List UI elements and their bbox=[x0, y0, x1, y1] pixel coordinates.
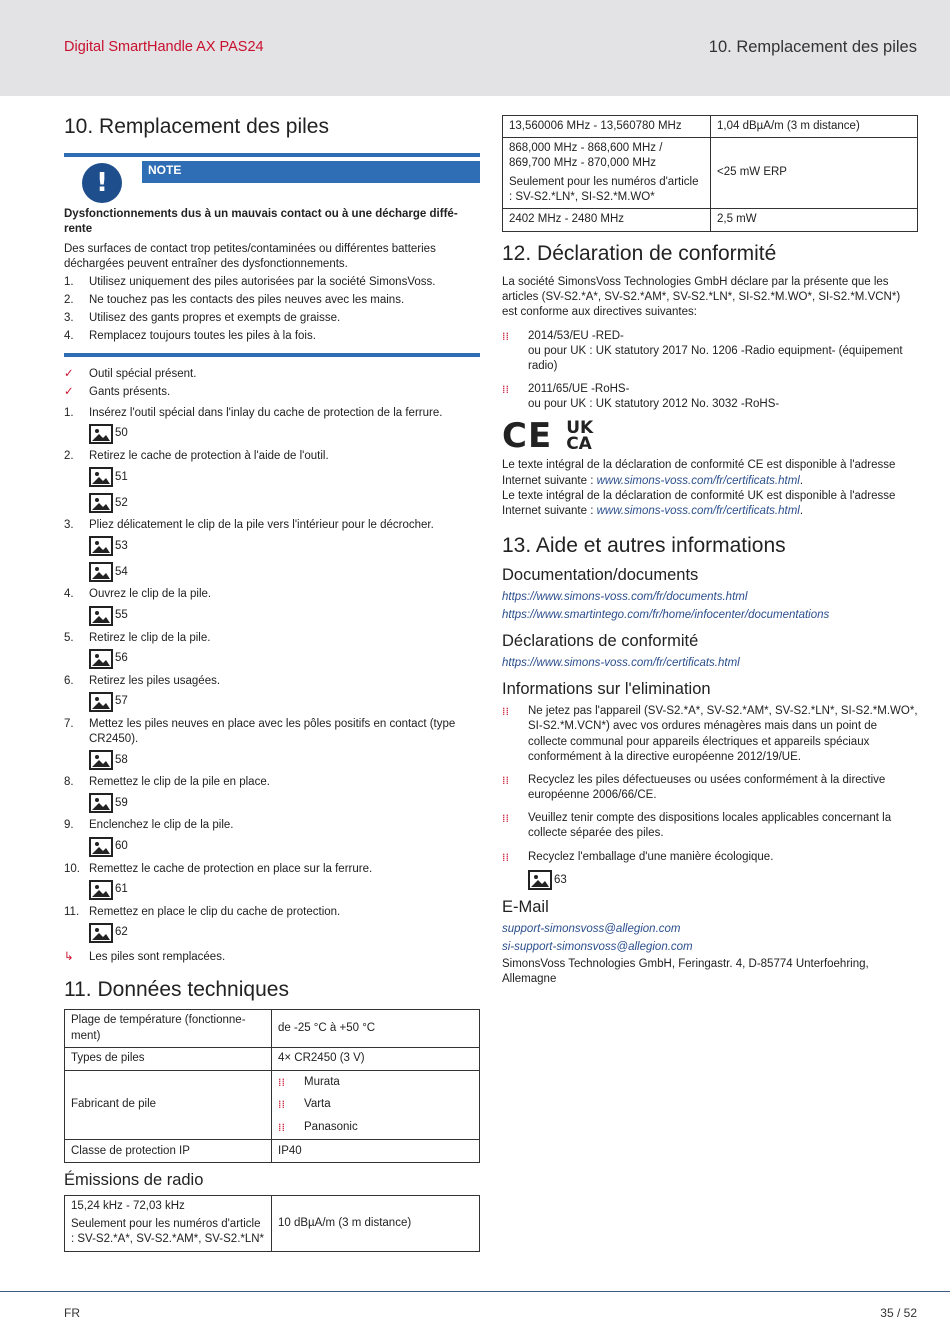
step-item: 6. Retirez les piles usagées. bbox=[64, 674, 221, 687]
step-item: 5. Retirez le clip de la pile. bbox=[64, 631, 211, 644]
table-row: 868,000 MHz - 868,600 MHz / 869,700 MHz - 870,000 MHz Seulement pour les numéros d'article : SV-S2.*LN*, SI-S2.*M.WO* <25 mW ERP bbox=[503, 138, 918, 209]
step-item: 7. Mettez les piles neuves en place avec les pôles positifs en contact (type CR2450). bbox=[64, 717, 456, 746]
si-support-email-link[interactable]: si-support-simonsvoss@allegion.com bbox=[502, 941, 693, 954]
image-icon bbox=[89, 837, 113, 857]
note-bottom-rule bbox=[64, 353, 480, 357]
ce-ukca-marks bbox=[502, 416, 918, 456]
prerequisites bbox=[64, 367, 480, 400]
list-item: ⁞⁞ 2011/65/UE -RoHS- ou pour UK : UK statutory 2012 No. 3032 -RoHS- bbox=[502, 383, 780, 411]
figure-ref: 62 bbox=[89, 923, 480, 943]
list-item: 3. Utilisez des gants propres et exempts de graisse. bbox=[64, 312, 341, 325]
check-icon: ✓ bbox=[64, 367, 74, 380]
list-item: ⁞⁞ 2014/53/EU -RED- ou pour UK : UK statutory 2017 No. 1206 -Radio equipment- (équipement radio) bbox=[502, 329, 903, 372]
table-row: Plage de température (fonctionnement) de -25 °C à +50 °C bbox=[65, 1010, 480, 1047]
note-title: Dysfonctionnements dus à un mauvais contact ou à une décharge différente bbox=[64, 208, 458, 236]
list-item: ⁞⁞ Ne jetez pas l'appareil (SV-S2.*A*, SV-S2.*AM*, SV-S2.*LN*, SI-S2.*M.WO*, SI-S2.*M.VCN*) avec vos ordures ménagères mais dans un point de collecte communal pour appareils électriques et appareils spéciaux conformément à la directive européenne 2012/19/UE. bbox=[502, 705, 918, 763]
figure-ref: 55 bbox=[89, 606, 480, 626]
result-item: ↳ Les piles sont remplacées. bbox=[64, 950, 480, 965]
figure-ref: 50 bbox=[89, 424, 480, 444]
check-item: ✓ Gants présents. bbox=[64, 385, 480, 400]
certificates-link[interactable]: https://www.simons-voss.com/fr/certificats.html bbox=[502, 657, 740, 670]
figure-ref: 53 bbox=[89, 536, 480, 556]
image-icon bbox=[89, 880, 113, 900]
image-icon bbox=[89, 750, 113, 770]
step-item: 1. Insérez l'outil spécial dans l'inlay du cache de protection de la ferrure. bbox=[64, 406, 443, 419]
page-header bbox=[0, 0, 950, 96]
note-box bbox=[64, 153, 480, 356]
documentations-link[interactable]: https://www.smartintego.com/fr/home/infocenter/documentations bbox=[502, 609, 830, 622]
image-icon bbox=[89, 536, 113, 556]
table-row: 13,560006 MHz - 13,560780 MHz 1,04 dBµA/m (3 m distance) bbox=[503, 116, 918, 138]
table-row: Types de piles 4× CR2450 (3 V) bbox=[65, 1047, 480, 1070]
list-item: ⁞⁞ Veuillez tenir compte des dispositions locales applicables concernant la collecte séparée des piles. bbox=[502, 812, 892, 840]
page-number: 35 / 52 bbox=[880, 1306, 917, 1320]
company-address: SimonsVoss Technologies GmbH, Feringastr. 4, D-85774 Unterfoehring, Allemagne bbox=[502, 958, 869, 986]
figure-ref: 61 bbox=[89, 880, 480, 900]
step-item: 10. Remettez le cache de protection en place sur la ferrure. bbox=[64, 862, 373, 875]
image-icon bbox=[89, 606, 113, 626]
figure-ref: 60 bbox=[89, 837, 480, 857]
list-item: 2. Ne touchez pas les contacts des piles neuves avec les mains. bbox=[64, 294, 405, 307]
image-icon bbox=[89, 793, 113, 813]
figure-ref: 59 bbox=[89, 793, 480, 813]
note-text: Des surfaces de contact trop petites/contaminées ou différentes batteries déchargées peuvent entraîner des dysfonctionnements. bbox=[64, 242, 436, 270]
image-icon bbox=[89, 692, 113, 712]
table-row: 2402 MHz - 2480 MHz 2,5 mW bbox=[503, 208, 918, 231]
list-item: 1. Utilisez uniquement des piles autorisées par la société SimonsVoss. bbox=[64, 275, 436, 288]
image-icon bbox=[89, 493, 113, 513]
image-icon bbox=[89, 424, 113, 444]
product-name: Digital SmartHandle AX PAS24 bbox=[64, 39, 264, 55]
declarations-title: Déclarations de conformité bbox=[502, 632, 699, 651]
list-item: 4. Remplacez toujours toutes les piles à la fois. bbox=[64, 330, 316, 343]
step-item: 8. Remettez le clip de la pile en place. bbox=[64, 776, 270, 789]
documentation-title: Documentation/documents bbox=[502, 566, 699, 585]
footer-lang: FR bbox=[64, 1306, 80, 1320]
section-11-title: 11. Données techniques bbox=[64, 978, 289, 1002]
figure-ref: 56 bbox=[89, 649, 480, 669]
image-icon bbox=[89, 562, 113, 582]
ce-statement: Le texte intégral de la déclaration de conformité CE est disponible à l'adresse Internet suivante : www.simons-voss.com/fr/certificats.html. Le texte intégral de la déclaration de conformité UK est disponible à l'adresse Internet suivante : www.simons-voss.com/fr/certificats.html. bbox=[502, 459, 896, 517]
email-title: E-Mail bbox=[502, 898, 549, 917]
check-item: ✓ Outil spécial présent. bbox=[64, 367, 480, 382]
warning-icon: ! bbox=[82, 163, 122, 203]
steps-list bbox=[64, 406, 480, 943]
section-13-title: 13. Aide et autres informations bbox=[502, 534, 786, 558]
step-item: 3. Pliez délicatement le clip de la pile vers l'intérieur pour le décrocher. bbox=[64, 519, 434, 532]
list-item: ⁞⁞ Recyclez les piles défectueuses ou usées conformément à la directive européenne 2006/66/CE. bbox=[502, 773, 886, 802]
figure-ref: 52 bbox=[89, 493, 480, 513]
image-icon bbox=[89, 923, 113, 943]
left-column bbox=[64, 114, 480, 1252]
table-row: Fabricant de pile ⁞⁞ Murata ⁞⁞ Varta ⁞⁞ Panasonic bbox=[65, 1070, 480, 1140]
right-column bbox=[502, 115, 918, 988]
section-10-title: 10. Remplacement des piles bbox=[64, 115, 329, 138]
figure-ref: 63 bbox=[528, 870, 918, 890]
figure-ref: 58 bbox=[89, 750, 480, 770]
step-item: 2. Retirez le cache de protection à l'aide de l'outil. bbox=[64, 450, 329, 463]
step-item: 4. Ouvrez le clip de la pile. bbox=[64, 588, 212, 601]
table-row: Classe de protection IP IP40 bbox=[65, 1140, 480, 1163]
radio-table-2 bbox=[502, 115, 918, 232]
figure-ref: 57 bbox=[89, 692, 480, 712]
ce-mark-icon: CE bbox=[502, 416, 553, 457]
footer-rule bbox=[0, 1291, 950, 1292]
conformity-intro: La société SimonsVoss Technologies GmbH déclare par la présente que les articles (SV-S2.*A*, SV-S2.*AM*, SV-S2.*LN*, SI-S2.*M.WO*, SI-S2.*M.VCN*) est conforme aux directives suivantes: bbox=[502, 276, 901, 319]
tech-data-table bbox=[64, 1009, 480, 1163]
elimination-title: Informations sur l'elimination bbox=[502, 680, 711, 699]
support-email-link[interactable]: support-simonsvoss@allegion.com bbox=[502, 922, 681, 935]
ce-certificate-link[interactable]: www.simons-voss.com/fr/certificats.html bbox=[596, 474, 800, 487]
radio-table-1 bbox=[64, 1195, 480, 1252]
note-list bbox=[64, 275, 480, 345]
documents-link[interactable]: https://www.simons-voss.com/fr/documents.html bbox=[502, 591, 748, 604]
chapter-title: 10. Remplacement des piles bbox=[708, 38, 917, 56]
figure-ref: 51 bbox=[89, 467, 480, 487]
figure-ref: 54 bbox=[89, 562, 480, 582]
image-icon bbox=[89, 467, 113, 487]
result-arrow-icon: ↳ bbox=[64, 950, 74, 963]
note-label: NOTE bbox=[142, 161, 480, 183]
image-icon bbox=[528, 870, 552, 890]
list-item: ⁞⁞ Recyclez l'emballage d'une manière écologique. bbox=[502, 850, 774, 864]
uk-certificate-link[interactable]: www.simons-voss.com/fr/certificats.html bbox=[596, 504, 800, 517]
radio-title: Émissions de radio bbox=[64, 1171, 204, 1190]
check-icon: ✓ bbox=[64, 385, 74, 398]
ukca-mark-icon: UK CA bbox=[566, 418, 594, 455]
table-row: 15,24 kHz - 72,03 kHz Seulement pour les numéros d'article : SV-S2.*A*, SV-S2.*AM*, SV-S2.*LN* 10 dBµA/m (3 m distance) bbox=[65, 1196, 480, 1252]
step-item: 11. Remettez en place le clip du cache de protection. bbox=[64, 905, 341, 918]
section-12-title: 12. Déclaration de conformité bbox=[502, 241, 777, 265]
step-item: 9. Enclenchez le clip de la pile. bbox=[64, 819, 234, 832]
image-icon bbox=[89, 649, 113, 669]
